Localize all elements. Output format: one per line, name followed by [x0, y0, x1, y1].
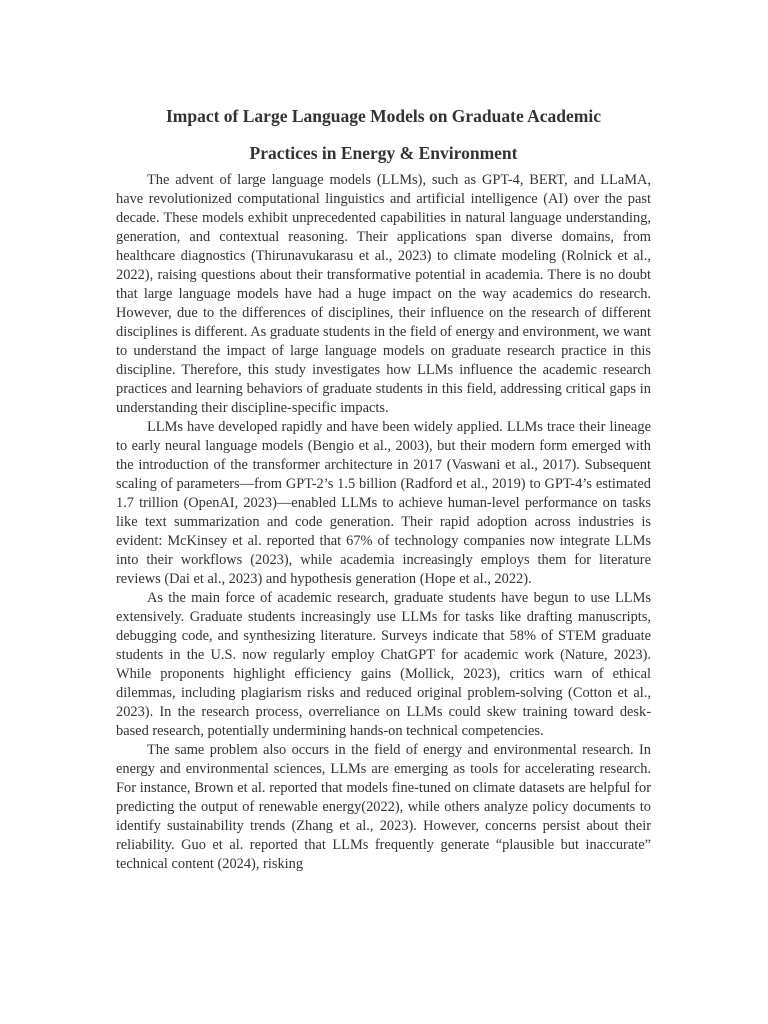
paragraph-graduate-students: As the main force of academic research, graduate students have begun to use LLMs extensively. Graduate students increasingly use LLMs for tasks like drafting manuscripts, debugging code, and synthesizing literature. Surveys indicate that 58% of STEM graduate students in the U.S. now regularly employ ChatGPT for academic work (Nature, 2023). While proponents highlight efficiency gains (Mollick, 2023), critics warn of ethical dilemmas, including plagiarism risks and reduced original problem-solving (Cotton et al., 2023). In the research process, overreliance on LLMs could skew training toward desk-based research, potentially undermining hands-on technical competencies. — [116, 590, 651, 739]
paragraph-llm-development: LLMs have developed rapidly and have been widely applied. LLMs trace their lineage to early neural language models (Bengio et al., 2003), but their modern form emerged with the introduction of the transformer architecture in 2017 (Vaswani et al., 2017). Subsequent scaling of parameters—from GPT-2’s 1.5 billion (Radford et al., 2019) to GPT-4’s estimated 1.7 trillion (OpenAI, 2023)—enabled LLMs to achieve human-level performance on tasks like text summarization and code generation. Their rapid adoption across industries is evident: McKinsey et al. reported that 67% of technology companies now integrate LLMs into their workflows (2023), while academia increasingly employs them for literature reviews (Dai et al., 2023) and hypothesis generation (Hope et al., 2022). — [116, 419, 651, 587]
paper-title — [116, 98, 651, 172]
paper-body — [116, 171, 651, 874]
paper-title-line-1: Impact of Large Language Models on Graduate Academic — [165, 106, 602, 126]
paragraph-llm-advent: The advent of large language models (LLMs), such as GPT-4, BERT, and LLaMA, have revolutionized computational linguistics and artificial intelligence (AI) over the past decade. These models exhibit unprecedented capabilities in natural language understanding, generation, and contextual reasoning. Their applications span diverse domains, from healthcare diagnostics (Thirunavukarasu et al., 2023) to climate modeling (Rolnick et al., 2022), raising questions about their transformative potential in academia. There is no doubt that large language models have had a huge impact on the way academics do research. However, due to the differences of disciplines, their influence on the research of different disciplines is different. As graduate students in the field of energy and environment, we want to understand the impact of large language models on graduate research practice in this discipline. Therefore, this study investigates how LLMs influence the academic research practices and learning behaviors of graduate students in this field, addressing critical gaps in understanding their discipline-specific impacts. — [116, 172, 651, 416]
paragraph-energy-environment: The same problem also occurs in the field of energy and environmental research. In energy and environmental sciences, LLMs are emerging as tools for accelerating research. For instance, Brown et al. reported that models fine-tuned on climate datasets are helpful for predicting the output of renewable energy(2022), while others analyze policy documents to identify sustainability trends (Zhang et al., 2023). However, concerns persist about their reliability. Guo et al. reported that LLMs frequently generate “plausible but inaccurate” technical content (2024), risking — [116, 742, 651, 872]
paper-title-line-2: Practices in Energy & Environment — [249, 143, 518, 163]
